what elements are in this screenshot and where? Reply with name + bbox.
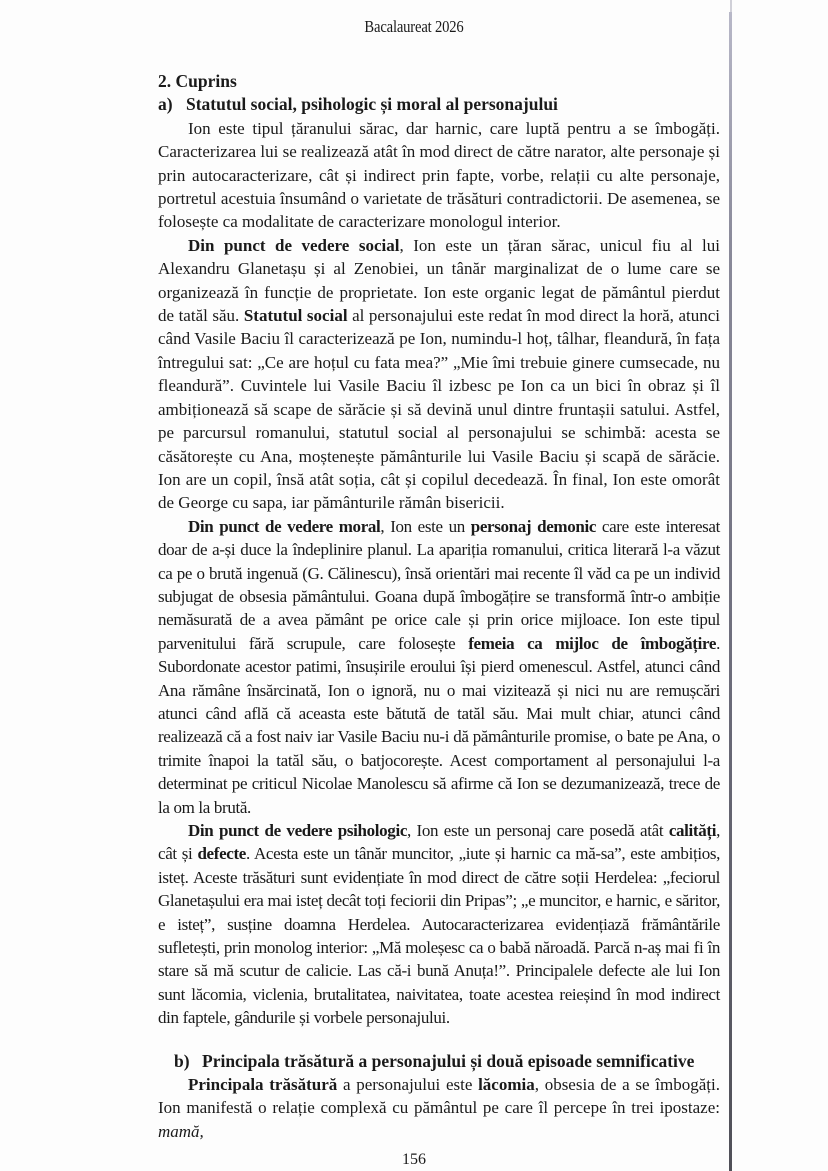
psych-text-1: , Ion este un personaj care posedă atât [407, 821, 669, 840]
moral-lead: Din punct de vedere moral [188, 516, 381, 536]
psych-lead: Din punct de vedere psihologic [188, 821, 408, 840]
page-edge-top [730, 0, 732, 12]
moral-bold-2: personaj demonic [470, 516, 597, 536]
trait-lead: Principala trăsătură [188, 1075, 338, 1095]
subsection-b-title: Principala trăsătură a personajului și două episoade semnificative [202, 1050, 695, 1071]
moral-text-1: , Ion este un [380, 516, 471, 536]
trait-text-1: a personajului este [337, 1075, 479, 1095]
subsection-a-label: a) [158, 94, 173, 115]
page-number: 156 [402, 1151, 426, 1168]
subsection-a-title: Statutul social, psihologic și moral al personajului [186, 94, 558, 115]
subsection-a-heading [158, 93, 720, 116]
social-bold-2: Statutul social [243, 306, 348, 326]
trait-italic-3: mamă, [158, 1121, 204, 1141]
page-body [158, 70, 720, 1143]
trait-bold-2: lăcomia [478, 1075, 535, 1095]
social-lead: Din punct de vedere social [188, 235, 400, 255]
psych-bold-3: defecte [197, 844, 246, 864]
psych-text-3: . Acesta este un tânăr muncitor, „iute și harnic ca mă-sa”, este ambițios, isteț. Aceste trăsături sunt evidențiate în mod direct de către soții Herdelea: „feciorul Glanetașului era mai isteț decât toți feciorii din Pripas”; „e muncitor, e harnic, e săritor, e isteț”, susține doamna Herdelea. Autocaracterizarea evidențiază frământările sufletești, prin monolog interior: „Mă moleșesc ca o babă năroadă. Parcă n-aș mai fi în stare să mă scutur de calicie. Las că-i bună Anuța!”. Principalele defecte ale lui Ion sunt lăcomia, viclenia, brutalitatea, naivitatea, toate acestea reieșind în mod indirect din faptele, gândurile și vorbele personajului. [158, 844, 721, 1028]
moral-text-3: . Subordonate acestor patimi, însușirile eroului își pierd omenescul. Astfel, atunci când Ana rămâne însărcinată, Ion o ignoră, nu o mai vizitează și nici nu are remușcări atunci când află că aceasta este bătută de tatăl său. Mai mult chiar, atunci când realizează că a fost naiv iar Vasile Baciu nu-i dă pământurile promise, o bate pe Ana, o trimite înapoi la tatăl său, o batjocorește. Acest comportament al personajului l-a determinat pe criticul Nicolae Manolescu să afirme că Ion se dezumanizează, trece de la om la brută. [158, 633, 720, 817]
social-text-1: , Ion este un țăran sărac, unicul fiu al lui Alexandru Glanetașu și al Zenobiei, un tânăr marginalizat de o lume care se organizează în funcție de proprietate. Ion este organic legat de pământul pierdut de tatăl său. [158, 235, 720, 326]
moral-paragraph [158, 515, 720, 819]
social-paragraph [158, 234, 720, 515]
trait-paragraph [158, 1073, 720, 1143]
subsection-b-label: b) [174, 1050, 190, 1071]
psychological-paragraph [158, 819, 720, 1030]
moral-bold-3: femeia ca mijloc de îmbogățire [468, 633, 717, 653]
psych-text-2: , cât și [158, 821, 720, 864]
section-heading: 2. Cuprins [158, 71, 237, 91]
moral-text-2: care este interesat doar de a-și duce la îndeplinire planul. La apariția romanului, critica literară l-a văzut ca pe o brută ingenuă (G. Călinescu), însă orientări mai recente îl văd ca pe un individ subjugat de obsesia pământului. Goana după îmbogățire se transformă într-o ambiție nemăsurată de a avea pământ pe orice cale și prin orice mijloace. Ion este tipul parvenitului fără scrupule, care folosește [158, 516, 720, 653]
running-header: Bacalaureat 2026 [364, 17, 464, 36]
social-text-2: al personajului este redat în mod direct la horă, atunci când Vasile Baciu îl caracterizează pe Ion, numindu-l hoț, tâlhar, fleandură, în fața întregului sat: „Ce are hoțul cu fata mea?” „Mie îmi trebuie ginere cumsecade, nu fleandură”. Cuvintele lui Vasile Baciu îl izbesc pe Ion ca un bici în obraz și îl ambiționează să scape de sărăcie și să devină unul dintre fruntașii satului. Astfel, pe parcursul romanului, statutul social al personajului se schimbă: acesta se căsătorește cu Ana, moștenește pământurile lui Vasile Baciu și scapă de sărăcie. Ion are un copil, însă atât soția, cât și copilul decedează. În final, Ion este omorât de George cu sapa, iar pământurile rămân bisericii. [158, 306, 720, 513]
book-binding-edge [729, 12, 732, 1171]
psych-bold-2: calități [668, 821, 717, 840]
subsection-b-heading [158, 1050, 720, 1073]
intro-paragraph: Ion este tipul țăranului sărac, dar harnic, care luptă pentru a se îmbogăți. Caracterizarea lui se realizează atât în mod direct de către narator, alte personaje și prin autocaracterizare, cât și indirect prin fapte, vorbe, relații cu alte personaje, portretul acestuia însumând o varietate de trăsături contradictorii. De asemenea, se folosește ca modalitate de caracterizare monologul interior. [158, 118, 720, 232]
trait-text-2: , obsesia de a se îmbogăți. Ion manifestă o relație complexă cu pământul pe care îl percepe în trei ipostaze: [158, 1075, 720, 1118]
